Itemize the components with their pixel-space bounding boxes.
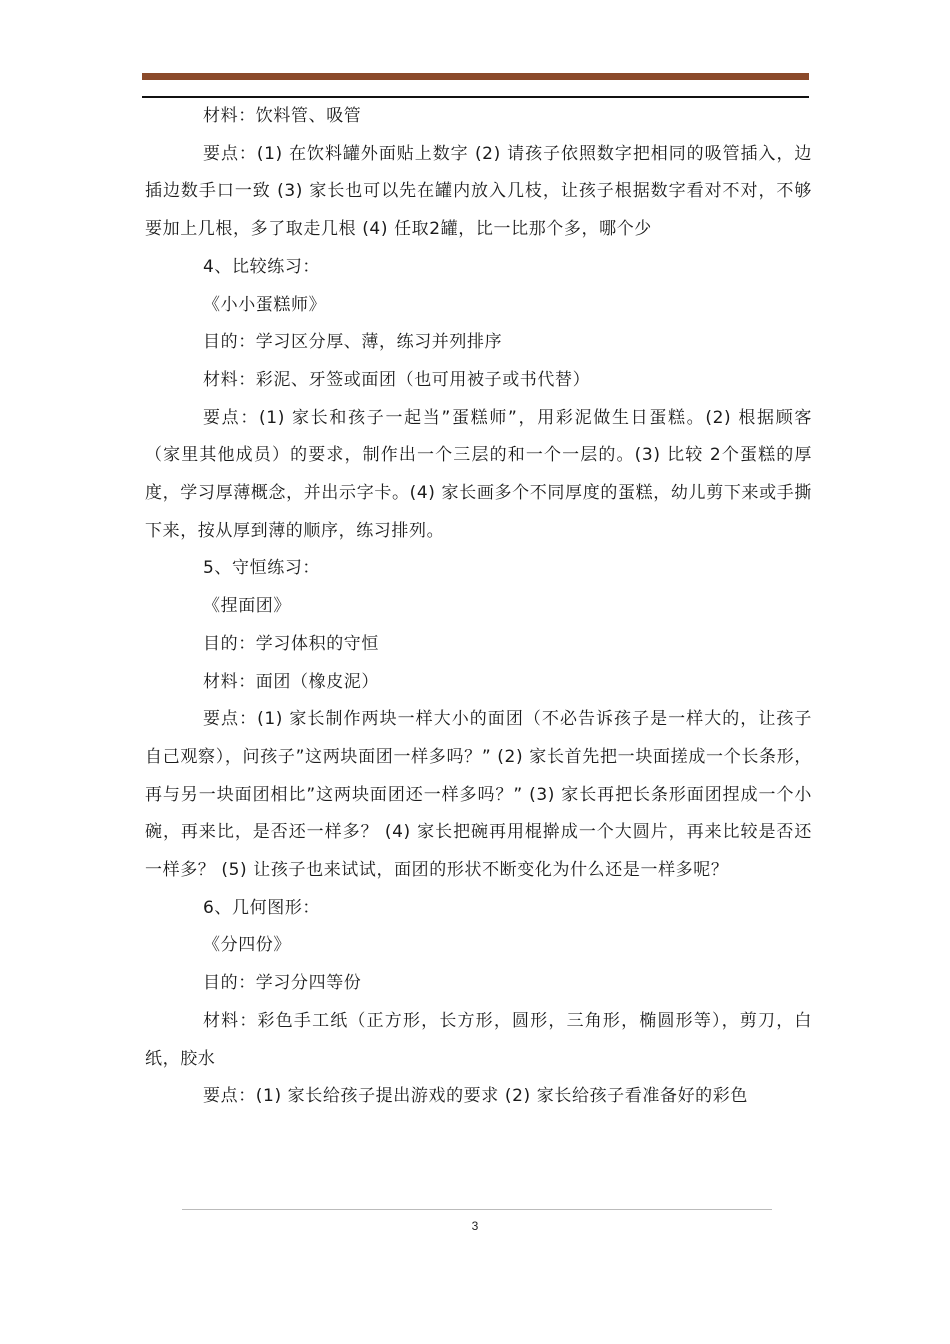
activity-title-dough: 《捏面团》 bbox=[203, 596, 291, 617]
paragraph-goal-cake: 目的：学习区分厚、薄，练习并列排序 bbox=[203, 332, 503, 353]
section-heading-comparison: 4、比较练习： bbox=[203, 256, 321, 277]
paragraph-key-points-cake: 要点：(1) 家长和孩子一起当”蛋糕师”，用彩泥做生日蛋糕。(2) 根据顾客（家里其他成员）的要求，制作出一个三层的和一个一层的。(3) 比较 2个蛋糕的厚度，学习厚薄概念，并出示字卡。(4) 家长画多个不同厚度的蛋糕，幼儿剪下来或手撕下来，按从厚到薄的顺序，练习排列。 bbox=[145, 407, 812, 541]
page-number: 3 bbox=[471, 1219, 479, 1233]
activity-title-cake: 《小小蛋糕师》 bbox=[203, 294, 327, 315]
paragraph-materials-cake: 材料：彩泥、牙签或面团（也可用被子或书代替） bbox=[203, 369, 591, 390]
section-heading-geometry: 6、几何图形： bbox=[203, 897, 321, 918]
header-decorative-band bbox=[142, 73, 809, 80]
paragraph-key-points-straws: 要点：(1) 在饮料罐外面贴上数字 (2) 请孩子依照数字把相同的吸管插入，边插边数手口一致 (3) 家长也可以先在罐内放入几枝，让孩子根据数字看对不对，不够要加上几根，多了取走几根 (4) 任取2罐，比一比那个多，哪个少 bbox=[145, 143, 812, 240]
section-heading-conservation: 5、守恒练习： bbox=[203, 558, 321, 579]
paragraph-materials-straws: 材料：饮料管、吸管 bbox=[203, 106, 362, 126]
footer-rule bbox=[182, 1209, 772, 1210]
paragraph-key-points-dough: 要点：(1) 家长制作两块一样大小的面团（不必告诉孩子是一样大的，让孩子自己观察），问孩子”这两块面团一样多吗？” (2) 家长首先把一块面搓成一个长条形，再与另一块面团相比”这两块面团还一样多吗？” (3) 家长再把长条形面团捏成一个小碗，再来比，是否还一样多？ (4) 家长把碗再用棍擀成一个大圆片，再来比较是否还一样多？ (5) 让孩子也来试试，面团的形状不断变化为什么还是一样多呢？ bbox=[145, 709, 812, 881]
paragraph-materials-quarters: 材料：彩色手工纸（正方形，长方形，圆形，三角形，椭圆形等），剪刀，白纸，胶水 bbox=[145, 1010, 812, 1069]
paragraph-key-points-quarters: 要点：(1) 家长给孩子提出游戏的要求 (2) 家长给孩子看准备好的彩色 bbox=[203, 1086, 748, 1107]
paragraph-materials-dough: 材料：面团（橡皮泥） bbox=[203, 671, 379, 692]
paragraph-goal-quarters: 目的：学习分四等份 bbox=[203, 973, 362, 994]
activity-title-quarters: 《分四份》 bbox=[203, 935, 291, 956]
document-body bbox=[145, 98, 812, 1116]
paragraph-goal-dough: 目的：学习体积的守恒 bbox=[203, 633, 379, 654]
